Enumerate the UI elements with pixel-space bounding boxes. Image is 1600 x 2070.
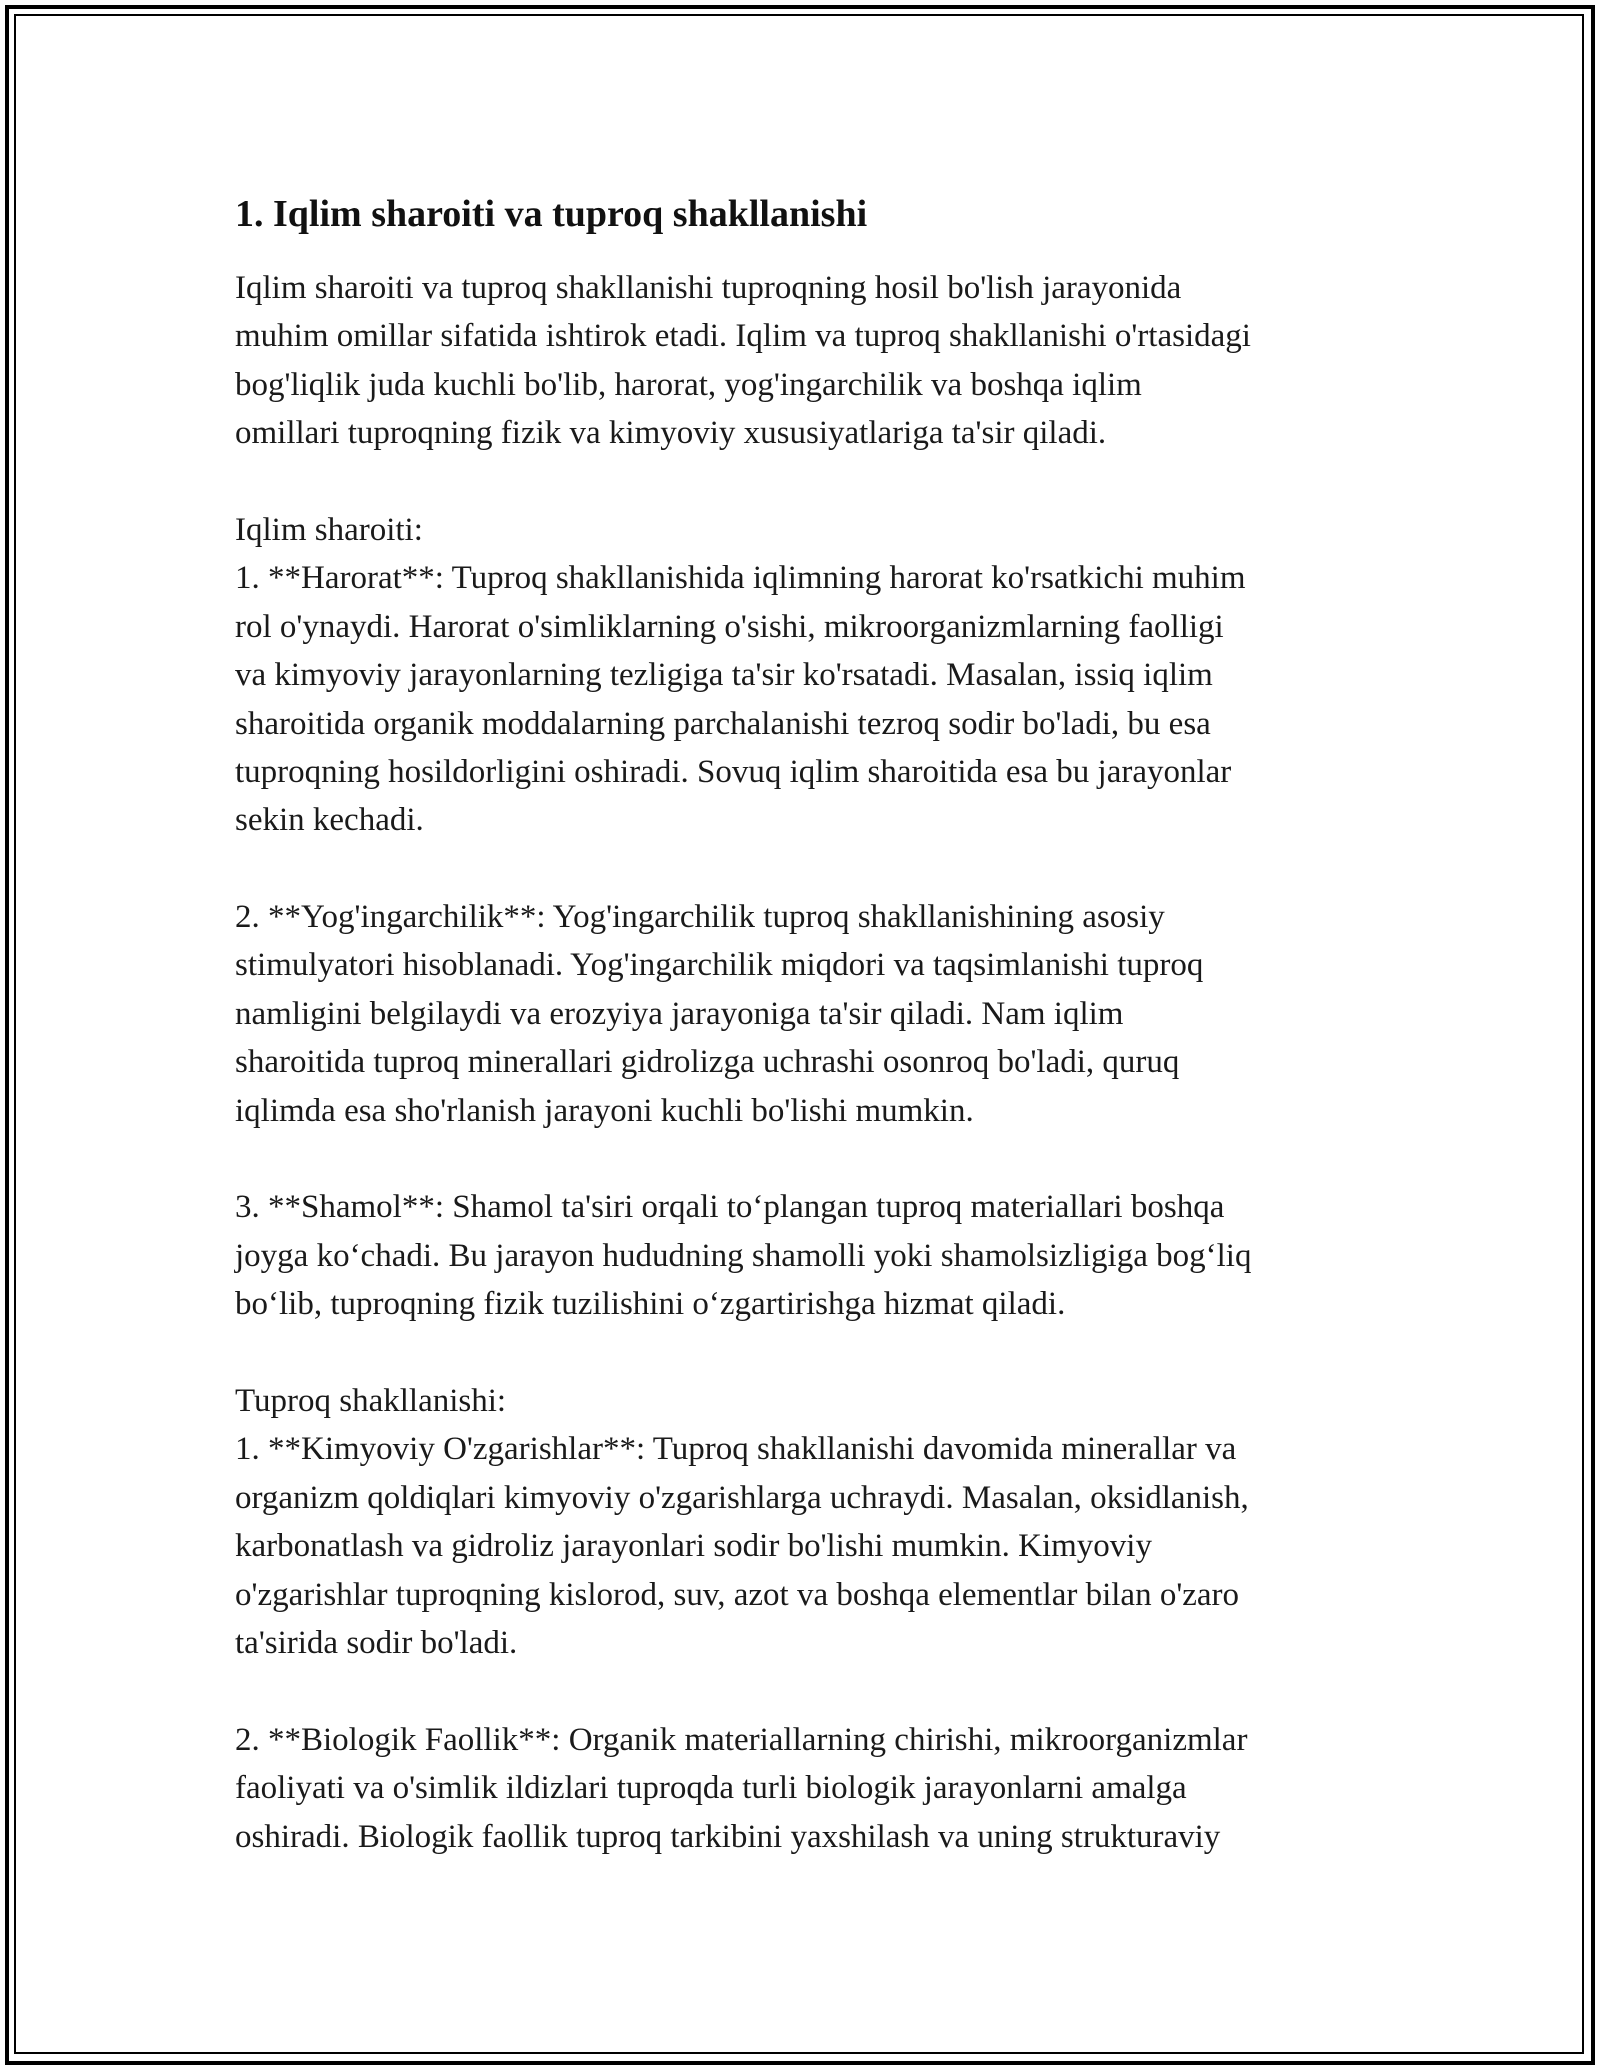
- blank-line: [235, 1329, 1375, 1377]
- blank-line: [235, 1135, 1375, 1183]
- text-line: ta'sirida sodir bo'ladi.: [235, 1624, 518, 1661]
- text-line: 1. **Kimyoviy O'zgarishlar**: Tuproq shakllanishi davomida minerallar va: [235, 1431, 1237, 1468]
- text-line: bog'liqlik juda kuchli bo'lib, harorat, yog'ingarchilik va boshqa iqlim: [235, 366, 1142, 403]
- text-line: tuproqning hosildorligini oshiradi. Sovuq iqlim sharoitida esa bu jarayonlar: [235, 753, 1232, 790]
- text-line: muhim omillar sifatida ishtirok etadi. Iqlim va tuproq shakllanishi o'rtasidagi: [235, 318, 1251, 355]
- text-line: Iqlim sharoiti:: [235, 511, 423, 548]
- text-line: iqlimda esa sho'rlanish jarayoni kuchli bo'lishi mumkin.: [235, 1092, 974, 1129]
- text-line: namligini belgilaydi va erozyiya jarayoniga ta'sir qiladi. Nam iqlim: [235, 995, 1124, 1032]
- blank-line: [235, 1667, 1375, 1715]
- text-line: Iqlim sharoiti va tuproq shakllanishi tuproqning hosil bo'lish jarayonida: [235, 270, 1182, 306]
- text-line: 1. **Harorat**: Tuproq shakllanishida iqlimning harorat ko'rsatkichi muhim: [235, 560, 1246, 597]
- blank-line: [235, 845, 1375, 893]
- section-heading: 1. Iqlim sharoiti va tuproq shakllanishi: [235, 193, 868, 235]
- text-line: oshiradi. Biologik faollik tuproq tarkibini yaxshilash va uning strukturaviy: [235, 1818, 1221, 1855]
- text-line: sharoitida tuproq minerallari gidrolizga uchrashi osonroq bo'ladi, quruq: [235, 1044, 1180, 1081]
- text-line: joyga ko‘chadi. Bu jarayon hududning shamolli yoki shamolsizligiga bog‘liq: [235, 1237, 1252, 1274]
- text-line: faoliyati va o'simlik ildizlari tuproqda turli biologik jarayonlarni amalga: [235, 1770, 1187, 1807]
- text-line: 3. **Shamol**: Shamol ta'siri orqali to‘plangan tuproq materiallari boshqa: [235, 1189, 1225, 1226]
- text-line: omillari tuproqning fizik va kimyoviy xususiyatlariga ta'sir qiladi.: [235, 415, 1107, 452]
- text-line: karbonatlash va gidroliz jarayonlari sodir bo'lishi mumkin. Kimyoviy: [235, 1528, 1152, 1565]
- text-line: bo‘lib, tuproqning fizik tuzilishini o‘zgartirishga hizmat qiladi.: [235, 1286, 1066, 1323]
- document-body: [235, 186, 1375, 1861]
- text-line: o'zgarishlar tuproqning kislorod, suv, azot va boshqa elementlar bilan o'zaro: [235, 1576, 1240, 1613]
- text-line: organizm qoldiqlari kimyoviy o'zgarishlarga uchraydi. Masalan, oksidlanish,: [235, 1479, 1249, 1516]
- text-line: 2. **Yog'ingarchilik**: Yog'ingarchilik tuproq shakllanishining asosiy: [235, 899, 1165, 936]
- text-line: Tuproq shakllanishi:: [235, 1382, 507, 1419]
- text-line: va kimyoviy jarayonlarning tezligiga ta'sir ko'rsatadi. Masalan, issiq iqlim: [235, 657, 1213, 694]
- text-line: sekin kechadi.: [235, 802, 424, 839]
- blank-line: [235, 458, 1375, 506]
- text-line: sharoitida organik moddalarning parchalanishi tezroq sodir bo'ladi, bu esa: [235, 705, 1211, 742]
- text-line: stimulyatori hisoblanadi. Yog'ingarchilik miqdori va taqsimlanishi tuproq: [235, 947, 1204, 984]
- text-line: 2. **Biologik Faollik**: Organik materiallarning chirishi, mikroorganizmlar: [235, 1721, 1248, 1758]
- text-line: rol o'ynaydi. Harorat o'simliklarning o'sishi, mikroorganizmlarning faolligi: [235, 608, 1224, 645]
- body-text: [235, 264, 1375, 1861]
